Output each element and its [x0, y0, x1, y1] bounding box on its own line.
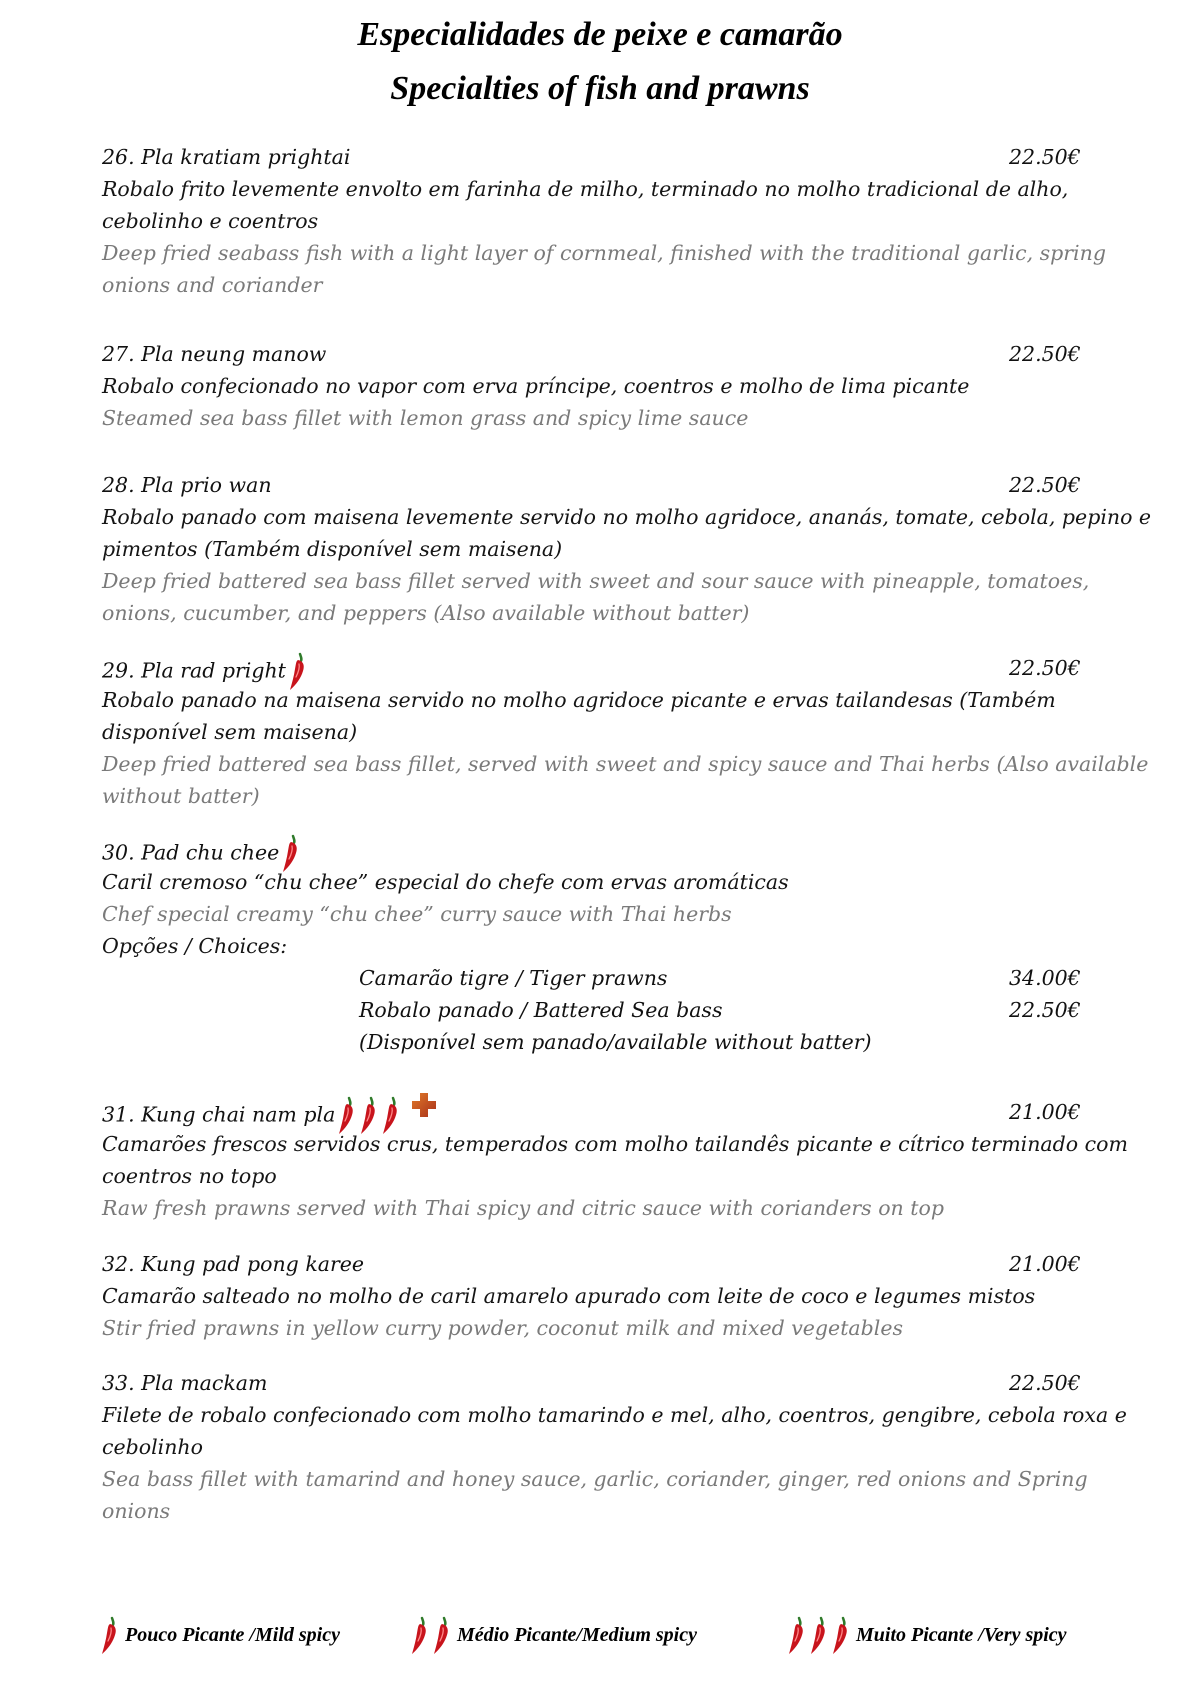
item-price: 22.50€ [1009, 473, 1081, 497]
item-description-pt: Camarão salteado no molho de caril amarelo apurado com leite de coco e legumes mistos [102, 1284, 1036, 1308]
item-description-en: Sea bass fillet with tamarind and honey sauce, garlic, coriander, ginger, red onions and Spring onions [102, 1467, 1088, 1523]
page-title-en: Specialties of fish and prawns [390, 70, 810, 107]
item-name: 26. Pla kratiam prightai [102, 145, 351, 169]
item-description-pt: Camarões frescos servidos crus, temperados com molho tailandês picante e cítrico terminado com coentros no topo [102, 1132, 1128, 1188]
item-price: 22.50€ [1009, 342, 1081, 366]
item-description-en: Raw fresh prawns served with Thai spicy and citric sauce with corianders on top [102, 1196, 944, 1220]
item-description-en: Deep fried battered sea bass fillet served with sweet and sour sauce with pineapple, tomatoes, onions, cucumber, and peppers (Also available without batter) [102, 569, 1090, 625]
choices-label: Opções / Choices: [102, 934, 288, 958]
menu-item [102, 1096, 1152, 1224]
spice-legend [0, 1605, 1200, 1665]
item-description-pt: Robalo panado com maisena levemente servido no molho agridoce, ananás, tomate, cebola, pepino e pimentos (Também disponível sem maisena) [102, 505, 1152, 561]
item-name: 33. Pla mackam [102, 1371, 268, 1395]
item-description-en: Steamed sea bass fillet with lemon grass and spicy lime sauce [102, 406, 749, 430]
item-name: 27. Pla neung manow [102, 342, 327, 366]
legend-label: Muito Picante /Very spicy [856, 1624, 1067, 1646]
legend-medium [408, 1613, 697, 1657]
chili-pepper-icon [335, 1103, 401, 1127]
item-description-en: Deep fried battered sea bass fillet, served with sweet and spicy sauce and Thai herbs (Also available without batter) [102, 752, 1149, 808]
choice-label: Camarão tigre / Tiger prawns [359, 966, 668, 990]
choice-row [102, 994, 1152, 1026]
item-price: 21.00€ [1009, 1100, 1081, 1124]
item-name: 30. Pad chu chee [102, 840, 280, 865]
menu-item [102, 1248, 1152, 1344]
chili-pepper-icon [785, 1624, 851, 1646]
menu-item [102, 338, 1152, 434]
chili-pepper-icon [286, 659, 308, 683]
extra-hot-plus-icon [411, 1092, 437, 1127]
item-description-pt: Robalo frito levemente envolto em farinha de milho, terminado no molho tradicional de alho, cebolinho e coentros [102, 177, 1069, 233]
item-description-pt: Robalo panado na maisena servido no molho agridoce picante e ervas tailandesas (Também disponível sem maisena) [102, 688, 1056, 744]
legend-very [785, 1613, 1067, 1657]
choice-label: Robalo panado / Battered Sea bass [359, 998, 723, 1022]
item-price: 22.50€ [1009, 145, 1081, 169]
legend-label: Médio Picante/Medium spicy [457, 1624, 697, 1646]
item-description-pt: Filete de robalo confecionado com molho tamarindo e mel, alho, coentros, gengibre, cebola roxa e cebolinho [102, 1403, 1127, 1459]
item-description-pt: Robalo confecionado no vapor com erva príncipe, coentros e molho de lima picante [102, 374, 970, 398]
legend-label: Pouco Picante /Mild spicy [125, 1624, 340, 1646]
menu-item [102, 141, 1152, 301]
choice-label: (Disponível sem panado/available without batter) [359, 1030, 872, 1054]
menu-item [102, 834, 1152, 1058]
choice-row [102, 1026, 1152, 1058]
menu-item [102, 652, 1152, 812]
item-name: 31. Kung chai nam pla [102, 1102, 336, 1127]
item-description-en: Chef special creamy “chu chee” curry sauce with Thai herbs [102, 902, 732, 926]
page-title-pt: Especialidades de peixe e camarão [357, 16, 843, 53]
item-name: 32. Kung pad pong karee [102, 1252, 365, 1276]
item-name: 28. Pla prio wan [102, 473, 272, 497]
choice-price: 22.50€ [1009, 998, 1081, 1022]
chili-pepper-icon [408, 1624, 452, 1646]
menu-item [102, 469, 1152, 629]
item-description-pt: Caril cremoso “chu chee” especial do chefe com ervas aromáticas [102, 870, 789, 894]
item-description-en: Stir fried prawns in yellow curry powder, coconut milk and mixed vegetables [102, 1316, 903, 1340]
menu-item [102, 1367, 1152, 1527]
item-price: 21.00€ [1009, 1252, 1081, 1276]
choice-price: 34.00€ [1009, 966, 1081, 990]
legend-mild [98, 1613, 340, 1657]
item-name: 29. Pla rad pright [102, 658, 286, 683]
item-price: 22.50€ [1009, 656, 1081, 680]
chili-pepper-icon [279, 841, 301, 865]
chili-pepper-icon [98, 1624, 120, 1646]
item-price: 22.50€ [1009, 1371, 1081, 1395]
item-description-en: Deep fried seabass fish with a light layer of cornmeal, finished with the traditional garlic, spring onions and coriander [102, 241, 1106, 297]
choice-row [102, 962, 1152, 994]
